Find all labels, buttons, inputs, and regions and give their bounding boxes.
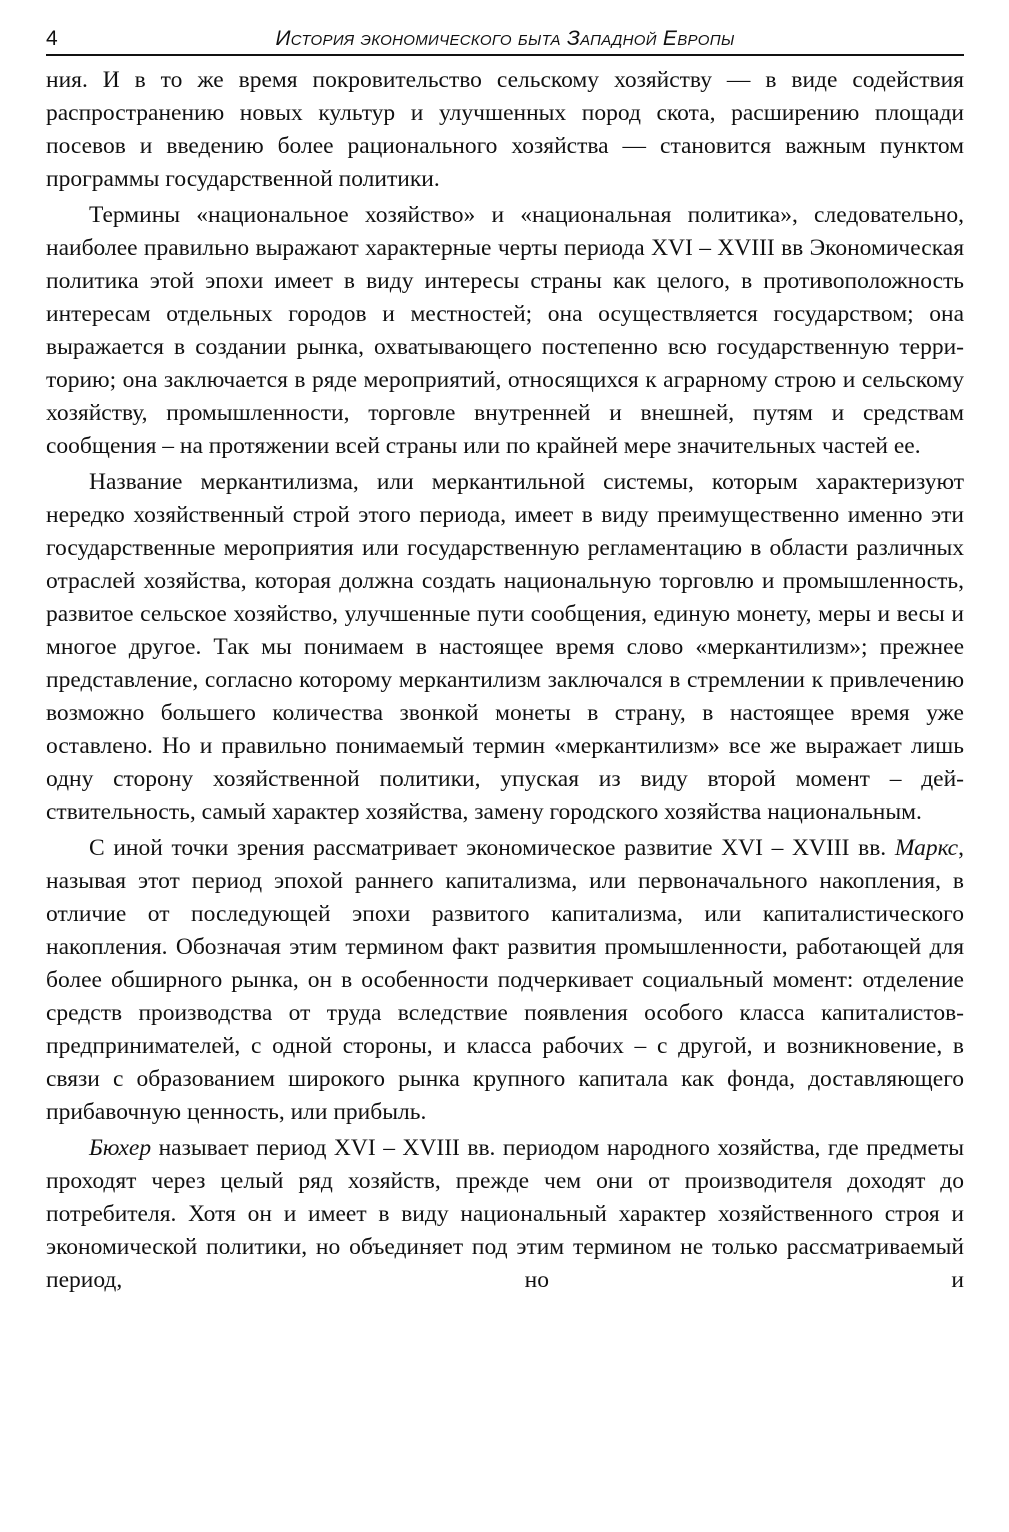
paragraph: [46, 1132, 964, 1297]
book-page: [46, 26, 964, 1297]
paragraph: [46, 199, 964, 463]
running-title: История экономического быта Западной Европы: [275, 27, 735, 50]
paragraph: [46, 64, 964, 196]
page-header: [46, 26, 964, 56]
paragraph-text: С иной точки зрения рассматривает экономическое развитие XVI – XVIII вв.: [89, 835, 895, 861]
paragraph-text: называет период XVI – XVIII вв. периодом народного хозяйства, где предметы проходят через целый ряд хозяйств, прежде чем они от производителя доходят до потребителя. Хотя он и имеет в виду национальный характер хозяйственного строя и экономической политики, но объединяет под этим термином не только рассматриваемый период, но и: [46, 1135, 964, 1293]
paragraph-text: ния. И в то же время покровительство сельскому хозяйству — в виде содействия распространению новых культур и улучшенных пород скота, расширению площади посевов и введению более рационального хозяйства — становится важным пунктом программы государственной политики.: [46, 67, 964, 192]
body-text: [46, 64, 964, 1297]
paragraph-text: Название меркантилизма, или меркантильной системы, которым характеризуют нередко хозяйственный строй этого периода, имеет в виду преимущественно именно эти государственные мероприятия или государственную регламентацию в области различных отраслей хозяйства, которая должна создать национальную торговлю и промышленность, развитое сельское хозяйство, улучшенные пути сообщения, единую монету, меры и весы и многое другое. Так мы понимаем в настоящее время слово «меркантилизм»; прежнее представление, согласно которому меркантилизм заключался в стремлении к привлечению возможно большего количества звонкой монеты в страну, в настоящее время уже оставлено. Но и правильно понимаемый термин «меркантилизм» все же выражает лишь одну сторону хозяйственной политики, упуская из виду второй момент – действительность, самый характер хозяйства, замену городского хозяйства национальным.: [46, 469, 964, 825]
paragraph-text: Термины «национальное хозяйство» и «национальная политика», следовательно, наиболее правильно выражают характерные черты периода XVI – XVIII вв Экономическая политика этой эпохи имеет в виду интересы страны как целого, в противоположность интересам отдельных городов и местностей; она осуществляется государством; она выражается в создании рынка, охватывающего постепенно всю государственную территорию; она заключается в ряде мероприятий, относящихся к аграрному строю и сельскому хозяйству, промышленности, торговле внутренней и внешней, путям и средствам сообщения – на протяжении всей страны или по крайней мере значительных частей ее.: [46, 202, 964, 459]
page-number: 4: [46, 27, 58, 50]
paragraph: [46, 466, 964, 829]
author-name-marx: Маркс: [894, 835, 959, 861]
author-name-bucher: Бюхер: [89, 1135, 152, 1161]
paragraph: [46, 832, 964, 1129]
paragraph-text: , называя этот период эпохой раннего капитализма, или первоначального накопления, в отличие от последующей эпохи развитого капитализма, или капиталистического накопления. Обозначая этим термином факт развития промышленности, работающей для более обширного рынка, он в особенности подчеркивает социальный момент: отделение средств производства от труда вследствие появления особого класса капиталистов-предпринимателей, с одной стороны, и класса рабочих – с другой, и возникновение, в связи с образованием широкого рынка крупного капитала как фонда, доставляющего прибавочную ценность, или прибыль.: [46, 835, 964, 1125]
